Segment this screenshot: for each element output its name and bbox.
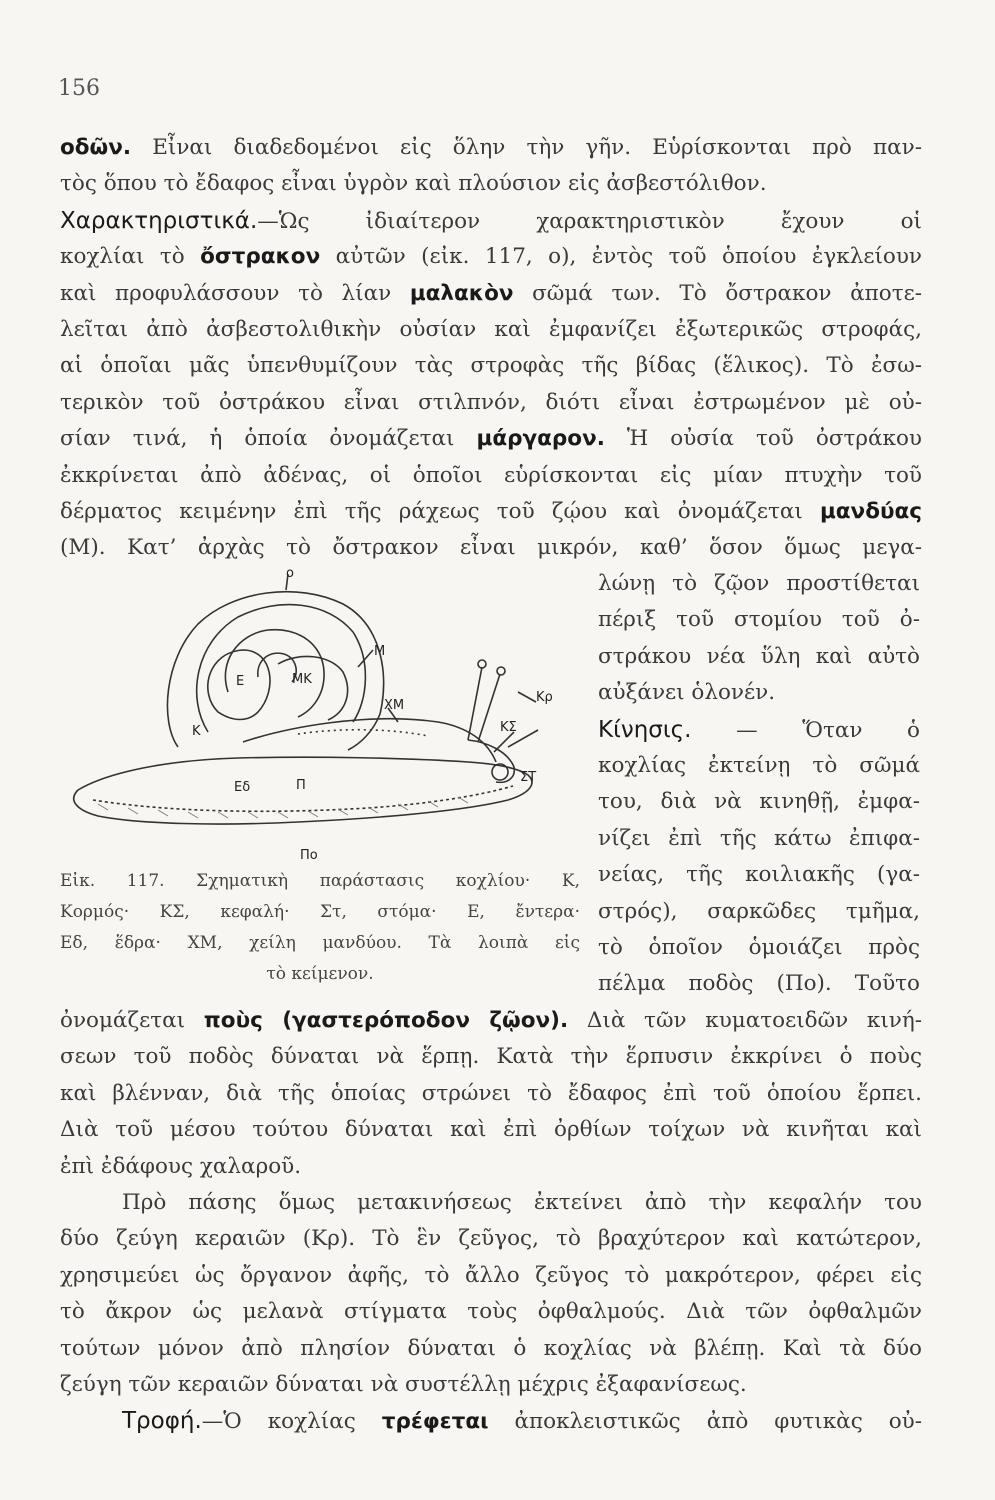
caption-line: τὸ κείμενον.	[266, 964, 374, 984]
text-run: τούτων μόνον ἀπὸ πλησίον δύναται ὁ κοχλίας νὰ βλέπῃ. Καὶ τὰ δύο	[60, 1335, 922, 1361]
text-run: Εἶναι διαδεδομένοι εἰς ὅλην τὴν γῆν. Εὑρίσκονται πρὸ παν-	[131, 135, 922, 160]
keyword: μαλακὸν	[409, 280, 514, 306]
text-run: τὸ ὁποῖον ὁμοιάζει πρὸς	[598, 935, 920, 960]
text-run: τὸς ὅπου τὸ ἔδαφος εἶναι ὑγρὸν καὶ πλούσιον εἰς ἀσβεστόλιθον.	[60, 171, 767, 197]
section-heading: Χαρακτηριστικά.	[60, 207, 258, 234]
text-line	[60, 276, 922, 312]
text-run: κοχλίας ἐκτείνῃ τὸ σῶμά	[598, 753, 920, 778]
text-line	[598, 966, 920, 1002]
text-run: δέρματος κειμένην ἐπὶ τῆς ράχεως τοῦ ζῴου καὶ ὀνομάζεται	[60, 499, 820, 524]
keyword: ποὺς (γαστερόποδον ζῷον).	[203, 1008, 569, 1033]
text-run: ζεύγη τῶν κεραιῶν δύναται νὰ συστέλλῃ μέχρις ἐξαφανίσεως.	[60, 1372, 747, 1397]
text-line	[60, 348, 922, 384]
caption-line: Εἰκ. 117. Σχηματικὴ παράστασις κοχλίου· Κ,	[60, 871, 580, 891]
text-run: τὸ ἄκρον ὡς μελανὰ στίγματα τοὺς ὀφθαλμούς. Διὰ τῶν ὀφθαλμῶν	[60, 1299, 922, 1325]
label-e: Ε	[236, 674, 245, 689]
text-line	[60, 1003, 922, 1039]
text-run: στράκου νέα ὕλη καὶ αὐτὸ	[598, 643, 920, 669]
text-run: ἐπὶ ἐδάφους χαλαροῦ.	[60, 1153, 302, 1179]
text-line	[598, 748, 920, 784]
text-line	[60, 203, 922, 240]
text-line	[60, 312, 922, 348]
label-p: Π	[296, 778, 306, 793]
keyword: μάργαρον.	[476, 426, 605, 452]
text-run: λεῖται ἀπὸ ἀσβεστολιθικὴν οὐσίαν καὶ ἐμφανίζει ἐξωτερικῶς στροφάς,	[60, 317, 922, 342]
keyword: τρέφεται	[381, 1409, 489, 1435]
text-line	[598, 857, 920, 893]
section-heading: Κίνησις.	[598, 716, 692, 743]
text-line	[60, 166, 922, 202]
text-line	[60, 1331, 922, 1367]
text-line	[598, 675, 920, 711]
text-run: αὐτῶν (εἰκ. 117, ο), ἐντὸς τοῦ ὁποίου ἐγκλείουν	[320, 244, 922, 270]
section-heading: Τροφή.	[122, 1408, 202, 1435]
text-line	[60, 1149, 922, 1185]
text-line	[122, 1185, 922, 1221]
text-run: νείας, τῆς κοιλιακῆς (γα-	[598, 862, 920, 888]
text-line	[598, 566, 920, 602]
label-xm: ΧΜ	[384, 698, 405, 713]
label-st: ΣΤ	[520, 770, 537, 785]
text-run: — Ὅταν ὁ	[691, 717, 920, 743]
text-run: πέλμα ποδὸς (Πο). Τοῦτο	[598, 971, 920, 997]
text-run: Ἡ οὐσία τοῦ ὀστράκου	[604, 426, 923, 452]
label-m: Μ	[374, 644, 386, 659]
text-line	[60, 458, 922, 494]
text-line	[60, 130, 922, 166]
text-line	[60, 239, 922, 275]
text-run: —Ὁ κοχλίας	[201, 1409, 382, 1435]
text-line	[122, 1403, 922, 1440]
text-run: ἀποκλειστικῶς ἀπὸ φυτικὰς οὐ-	[488, 1409, 922, 1435]
text-run: πέριξ τοῦ στομίου τοῦ ὀ-	[598, 607, 920, 633]
figure-caption	[60, 866, 580, 990]
text-run: αἱ ὁποῖαι μᾶς ὑπενθυμίζουν τὰς στροφὰς τῆς βίδας (ἕλικος). Τὸ ἐσω-	[60, 353, 922, 379]
text-run: τερικὸν τοῦ ὀστράκου εἶναι στιλπνόν, διότι εἶναι ἐστρωμένον μὲ οὐ-	[60, 389, 922, 415]
text-line	[598, 894, 920, 930]
keyword: οδῶν.	[60, 135, 132, 160]
tentacle-long	[468, 667, 482, 740]
text-line	[60, 1221, 922, 1257]
text-run: ἐκκρίνεται ἀπὸ ἀδένας, οἱ ὁποῖοι εὑρίσκονται εἰς μίαν πτυχὴν τοῦ	[60, 462, 922, 488]
label-kr: Κρ	[536, 690, 553, 705]
keyword: ὄστρακον	[200, 244, 321, 270]
text-run: —Ὡς ἰδιαίτερον χαρακτηριστικὸν ἔχουν οἱ	[257, 208, 922, 234]
label-po: Πο	[300, 848, 318, 863]
text-run: Διὰ τῶν κυματοειδῶν κινή-	[568, 1008, 922, 1033]
text-run: λώνῃ τὸ ζῷον προστίθεται	[598, 571, 920, 596]
text-run: κοχλίαι τὸ	[60, 244, 201, 270]
text-line	[60, 1076, 922, 1112]
page-number: 156	[58, 76, 100, 101]
text-run: στρός), σαρκῶδες τμῆμα,	[598, 898, 920, 924]
text-run: νίζει ἐπὶ τῆς κάτω ἐπιφα-	[598, 825, 920, 851]
text-run: δύο ζεύγη κεραιῶν (Κρ). Τὸ ἓν ζεῦγος, τὸ βραχύτερον καὶ κατώτερον,	[60, 1226, 922, 1252]
text-line	[60, 421, 922, 457]
text-line	[598, 821, 920, 857]
label-o: ο	[286, 566, 294, 581]
text-line	[598, 712, 920, 749]
text-line	[598, 784, 920, 820]
text-run: σίαν τινά, ἡ ὁποία ὀνομάζεται	[60, 426, 477, 452]
keyword: μανδύας	[819, 499, 922, 524]
text-line	[60, 1294, 922, 1330]
label-mk: ΜΚ	[292, 672, 312, 687]
text-run: (Μ). Κατ’ ἀρχὰς τὸ ὄστρακον εἶναι μικρόν, καθ’ ὅσον ὅμως μεγα-	[60, 535, 922, 561]
text-line	[60, 385, 922, 421]
text-run: ὀνομάζεται	[60, 1008, 204, 1033]
text-line	[598, 602, 920, 638]
text-run: σεων τοῦ ποδὸς δύναται νὰ ἕρπῃ. Κατὰ τὴν ἕρπυσιν ἐκκρίνει ὁ ποὺς	[60, 1044, 922, 1070]
text-line	[60, 494, 922, 530]
text-run: σῶμά των. Τὸ ὄστρακον ἀποτε-	[513, 280, 922, 306]
snail-figure	[68, 566, 588, 867]
text-run: του, διὰ νὰ κινηθῇ, ἐμφα-	[598, 789, 920, 815]
caption-line: Εδ, ἕδρα· ΧΜ, χείλη μανδύου. Τὰ λοιπὰ εἰς	[60, 933, 580, 953]
caption-line: Κορμός· ΚΣ, κεφαλή· Στ, στόμα· Ε, ἔντερα·	[60, 902, 580, 922]
text-run: Πρὸ πάσης ὅμως μετακινήσεως ἐκτείνει ἀπὸ τὴν κεφαλήν του	[122, 1190, 922, 1215]
text-line	[60, 530, 922, 566]
label-ed: Εδ	[234, 780, 251, 795]
text-line	[60, 1258, 922, 1294]
text-line	[60, 1039, 922, 1075]
text-run: χρησιμεύει ὡς ὄργανον ἀφῆς, τὸ ἄλλο ζεῦγος τὸ μακρότερον, φέρει εἰς	[60, 1262, 922, 1288]
text-run: καὶ βλένναν, διὰ τῆς ὁποίας στρώνει τὸ ἔδαφος ἐπὶ τοῦ ὁποίου ἕρπει.	[60, 1080, 922, 1106]
text-run: αὐξάνει ὁλονέν.	[598, 680, 776, 706]
text-run: καὶ προφυλάσσουν τὸ λίαν	[60, 280, 410, 306]
text-line	[60, 1367, 922, 1403]
label-ks: ΚΣ	[500, 720, 517, 735]
text-line	[598, 639, 920, 675]
text-line	[598, 930, 920, 966]
text-run: Διὰ τοῦ μέσου τούτου δύναται καὶ ἐπὶ ὀρθίων τοίχων νὰ κινῆται καὶ	[60, 1117, 922, 1143]
label-k: Κ	[192, 724, 201, 739]
text-line	[60, 1112, 922, 1148]
